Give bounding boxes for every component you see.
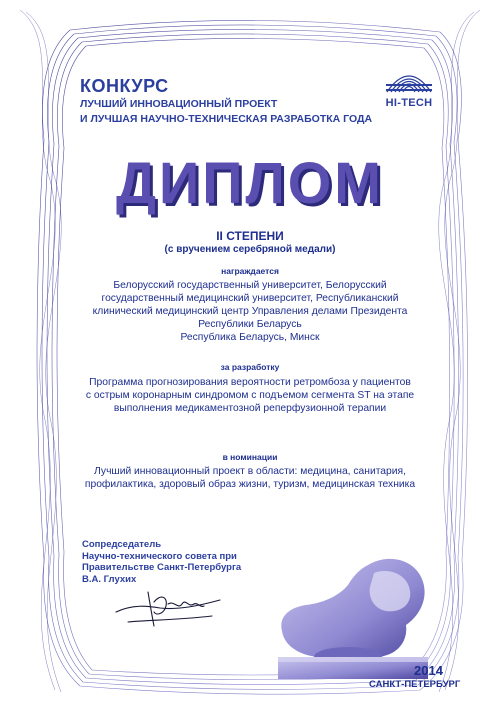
city: САНКТ-ПЕТЕРБУРГ xyxy=(369,679,461,690)
development-line: выполнения медикаментозной реперфузионной терапии xyxy=(113,403,387,414)
contest-subtitle-line2: И ЛУЧШАЯ НАУЧНО-ТЕХНИЧЕСКАЯ РАЗРАБОТКА ГОДА xyxy=(80,113,373,125)
contest-header xyxy=(80,76,372,126)
development-text xyxy=(60,376,440,415)
development-label: за разработку xyxy=(220,362,280,372)
signer-role: Научно-технического совета при xyxy=(82,550,237,562)
signer-block xyxy=(82,539,241,585)
signer-role: Сопредседатель xyxy=(82,539,162,550)
contest-subtitle-line1: ЛУЧШИЙ ИННОВАЦИОННЫЙ ПРОЕКТ xyxy=(80,98,278,110)
medal-note: (с вручением серебряной медали) xyxy=(164,244,336,255)
nomination-label: в номинации xyxy=(222,452,278,462)
awardees xyxy=(60,279,440,344)
awardees-line: Республики Беларусь xyxy=(198,319,302,330)
awardees-location: Республика Беларусь, Минск xyxy=(180,332,320,343)
signature-icon xyxy=(108,582,228,632)
awardees-line: Белорусский государственный университет, Белорусский xyxy=(113,280,387,291)
degree: II СТЕПЕНИ xyxy=(216,229,284,243)
arch-logo-icon xyxy=(383,58,435,94)
development-line: с острым коронарным синдромом с подъемом сегмента ST на этапе xyxy=(85,390,415,401)
nomination-line: профилактика, здоровый образ жизни, туризм, медицинская техника xyxy=(84,479,416,490)
awardees-line: клинический медицинский центр Управления делами Президента xyxy=(92,306,408,317)
diploma-title: ДИПЛОМ xyxy=(116,149,384,216)
contest-title: КОНКУРС xyxy=(80,76,169,96)
hi-tech-logo xyxy=(383,58,435,109)
awardees-line: государственный медицинский университет, Республиканский xyxy=(101,293,399,304)
awarded-label: награждается xyxy=(221,266,279,276)
signer-role: Правительстве Санкт-Петербурга xyxy=(82,562,242,573)
logo-text: HI-TECH xyxy=(385,97,433,109)
nomination-line: Лучший инновационный проект в области: медицина, санитария, xyxy=(94,466,406,477)
development-line: Программа прогнозирования вероятности ретромбоза у пациентов xyxy=(89,377,411,388)
year: 2014 xyxy=(414,663,443,678)
signer-name: В.А. Глухих xyxy=(82,573,137,585)
lion-statue-icon xyxy=(258,545,436,685)
nomination-text xyxy=(60,465,440,491)
